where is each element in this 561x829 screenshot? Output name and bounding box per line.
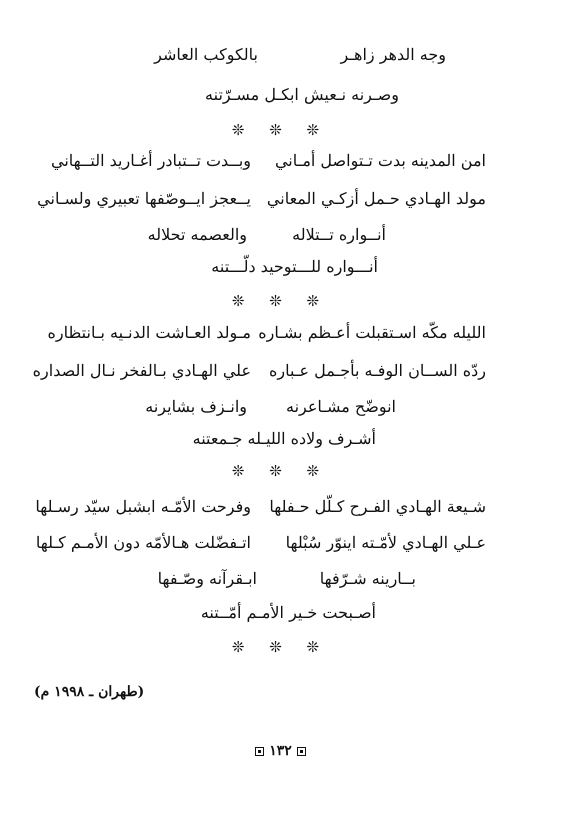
verse-line: ابـقرآنه وصّـفها: [157, 569, 257, 588]
verse-line: عـلي الهـادي لأمّـته اينوّر سُبْلها: [285, 533, 486, 552]
place-date-note: (طهران ـ ١٩٩٨ م): [34, 684, 145, 700]
verse-line: مولد الهـادي حـمل أزكـي المعاني: [266, 189, 486, 208]
verse-line: أنـــواره للـــتوحيد دلّـــتنه: [211, 257, 378, 276]
stanza-divider: ❊ ❊ ❊: [231, 462, 330, 480]
verse-line: امن المدينه بدت تـتواصل أمـاني: [274, 151, 486, 170]
verse-line: مـولد العـاشت الدنـيه بـانتظاره: [47, 323, 251, 342]
verse-line: وجه الدهر زاهـر: [340, 45, 446, 64]
verse-line: بالكوكب العاشر: [154, 45, 258, 64]
stanza-divider: ❊ ❊ ❊: [231, 121, 330, 139]
stanza-divider: ❊ ❊ ❊: [231, 638, 330, 656]
verse-line: وفرحت الأمّـه ابشبل سيّد رسـلها: [35, 497, 251, 516]
verse-line: أنــواره تــتلاله: [292, 225, 386, 244]
verse-line: انوضّح مشـاعرنه: [286, 397, 396, 416]
verse-line: وبــدت تــتبادر أغـاريد التــهاني: [51, 151, 251, 170]
verse-line: بــارينه شـرّفها: [319, 569, 416, 588]
verse-line: اتـفضّلت هـالأمّه دون الأمـم كـلها: [35, 533, 251, 552]
square-ornament-icon: [255, 747, 264, 756]
verse-line: وانـزف بشايرنه: [145, 397, 247, 416]
verse-line: شـيعة الهـادي الفـرح كـلّل حـفلها: [269, 497, 486, 516]
page-number-value: ١٣٢: [269, 743, 292, 759]
stanza-divider: ❊ ❊ ❊: [231, 292, 330, 310]
verse-line: وصـرنه نـعيش ابكـل مسـرّتنه: [205, 85, 399, 104]
verse-line: يــعجز ايــوصّفها تعبيري ولسـاني: [37, 189, 251, 208]
verse-line: الليله مكّه اسـتقبلت أعـظم بشـاره: [258, 323, 486, 342]
page-number: [0, 742, 561, 760]
verse-line: والعصمه تحلاله: [147, 225, 247, 244]
verse-line: أشـرف ولاده الليـله جـمعتنه: [192, 429, 376, 448]
verse-line: ردّه الســان الوفـه بأجـمل عـباره: [269, 361, 486, 380]
square-ornament-icon: [297, 747, 306, 756]
verse-line: علي الهـادي بـالفخر نـال الصداره: [32, 361, 251, 380]
verse-line: أصـبحت خـير الأمـم أمّــتنه: [200, 603, 376, 622]
